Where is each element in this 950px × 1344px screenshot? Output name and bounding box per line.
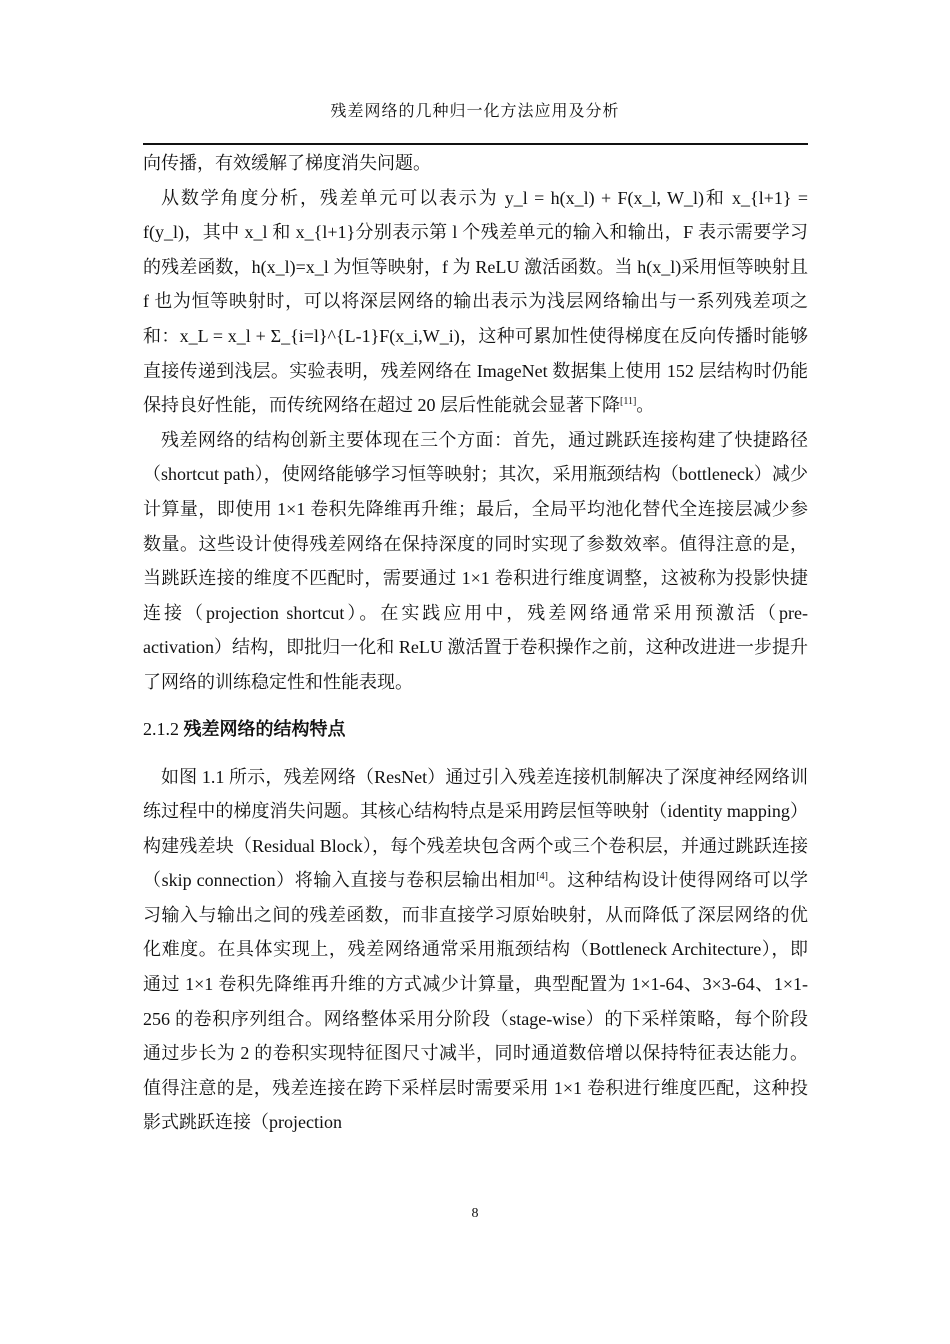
paragraph-4-after: 。这种结构设计使得网络可以学习输入与输出之间的残差函数，而非直接学习原始映射，从而降低了深层网络的优化难度。在具体实现上，残差网络通常采用瓶颈结构（Bottleneck Architecture），即通过 1×1 卷积先降维再升维的方式减少计算量，典型配置为 1×1-64、3×3-64、1×1-256 的卷积序列组合。网络整体采用分阶段（stage-wise）的下采样策略，每个阶段通过步长为 2 的卷积实现特征图尺寸减半，同时通道数倍增以保持特征表达能力。值得注意的是，残差连接在跨下采样层时需要采用 1×1 卷积进行维度匹配，这种投影式跳跃连接（projection	[143, 870, 808, 1133]
section-title: 残差网络的结构特点	[183, 718, 346, 739]
paragraph-2	[143, 181, 808, 423]
header-divider	[143, 143, 808, 145]
paragraph-2-text: 从数学角度分析，残差单元可以表示为 y_l = h(x_l) + F(x_l, W_l)和 x_{l+1} = f(y_l)，其中 x_l 和 x_{l+1}分别表示第 l 个残差单元的输入和输出，F 表示需要学习的残差函数，h(x_l)=x_l 为恒等映射，f 为 ReLU 激活函数。当 h(x_l)采用恒等映射且 f 也为恒等映射时，可以将深层网络的输出表示为浅层网络输出与一系列残差项之和：x_L = x_l + Σ_{i=l}^{L-1}F(x_i,W_i)，这种可累加性使得梯度在反向传播时能够直接传递到浅层。实验表明，残差网络在 ImageNet 数据集上使用 152 层结构时仍能保持良好性能，而传统网络在超过 20 层后性能就会显著下降	[143, 187, 808, 416]
paragraph-4	[143, 760, 808, 1141]
paragraph-1: 向传播，有效缓解了梯度消失问题。	[143, 153, 431, 173]
running-header: 残差网络的几种归一化方法应用及分析	[330, 103, 620, 120]
page-number: 8	[471, 1206, 479, 1221]
citation-11: [11]	[620, 396, 637, 408]
paragraph-4-before: 如图 1.1 所示，残差网络（ResNet）通过引入残差连接机制解决了深度神经网络训练过程中的梯度消失问题。其核心结构特点是采用跨层恒等映射（identity mapping）构建残差块（Residual Block），每个残差块包含两个或三个卷积层，并通过跳跃连接（skip connection）将输入直接与卷积层输出相加	[143, 766, 808, 891]
paragraph-2-tail: 。	[636, 395, 655, 416]
citation-4: [4]	[536, 871, 548, 883]
body-text	[143, 146, 808, 1140]
paragraph-3: 残差网络的结构创新主要体现在三个方面：首先，通过跳跃连接构建了快捷路径（shortcut path），使网络能够学习恒等映射；其次，采用瓶颈结构（bottleneck）减少计算量，即使用 1×1 卷积先降维再升维；最后，全局平均池化替代全连接层减少参数量。这些设计使得残差网络在保持深度的同时实现了参数效率。值得注意的是，当跳跃连接的维度不匹配时，需要通过 1×1 卷积进行维度调整，这被称为投影快捷连接（projection shortcut）。在实践应用中，残差网络通常采用预激活（pre-activation）结构，即批归一化和 ReLU 激活置于卷积操作之前，这种改进进一步提升了网络的训练稳定性和性能表现。	[143, 429, 808, 692]
section-number: 2.1.2	[143, 718, 179, 739]
section-heading	[143, 712, 808, 746]
